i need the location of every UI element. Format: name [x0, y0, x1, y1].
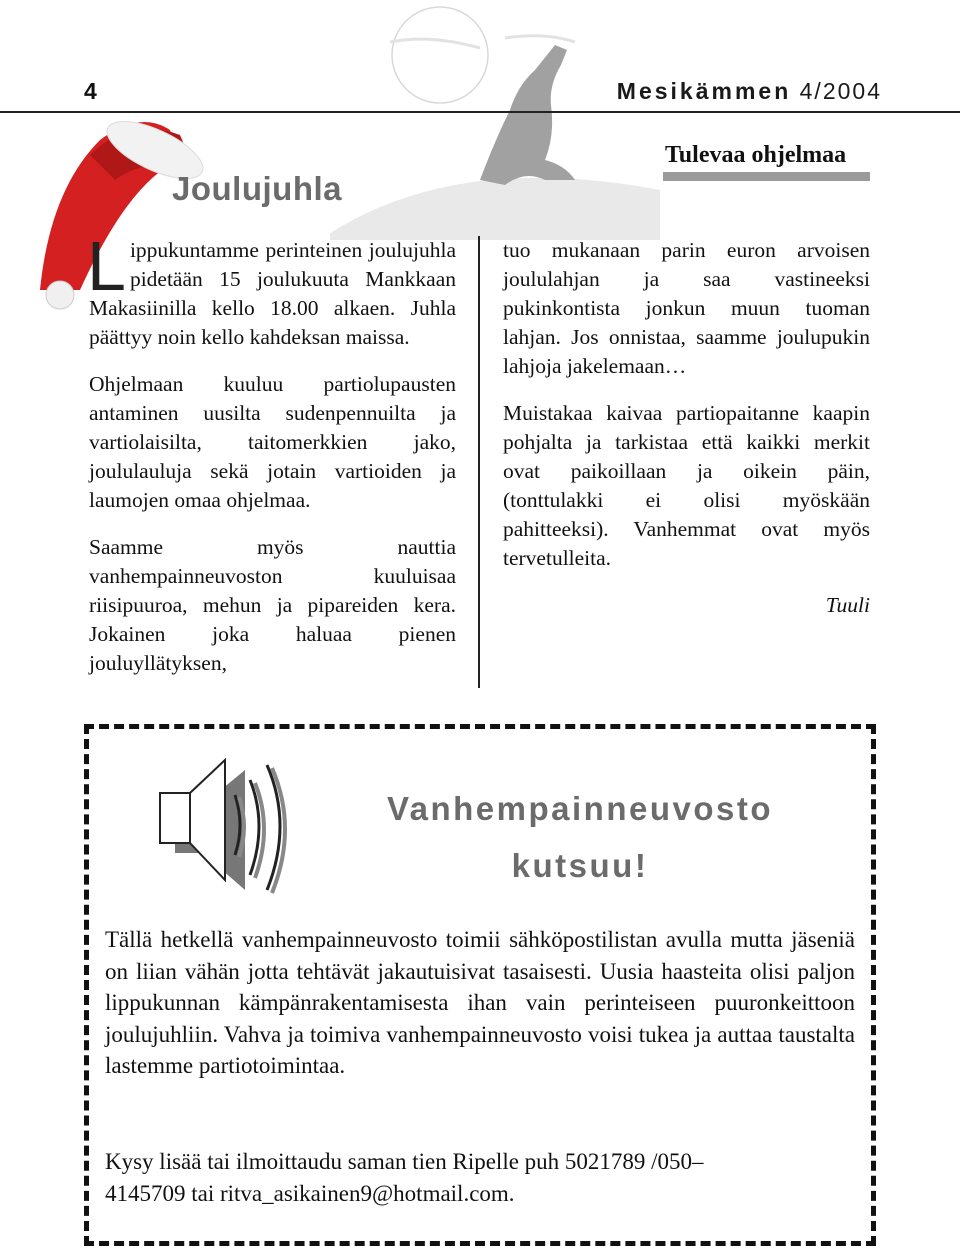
issue-number: 4/2004 — [799, 78, 882, 104]
page-number: 4 — [84, 78, 97, 104]
notice-title-line-1: Vanhempainneuvosto — [386, 790, 774, 827]
speaker-icon — [155, 755, 305, 895]
notice-contact-line-1: Kysy lisää tai ilmoittaudu saman tien Ripelle puh 5021789 /050– — [105, 1149, 704, 1174]
article-paragraph-2: Ohjelmaan kuuluu partiolupausten antaminen uusilta sudenpennuilta ja vartiolaisilta, taitomerkkien jako, joululauluja sekä jotain vartioiden ja laumojen omaa ohjelmaa. — [89, 372, 456, 512]
column-divider — [478, 236, 480, 688]
magazine-name: Mesikämmen — [616, 78, 792, 104]
howling-wolf-moon-icon — [330, 0, 660, 240]
section-title: Tulevaa ohjelmaa — [665, 142, 847, 168]
header-rule — [0, 111, 960, 113]
notice-paragraph-1: Tällä hetkellä vanhempainneuvosto toimii sähköpostilistan avulla mutta jäseniä on liian vähän jotta tehtävät jakautuisivat tasaisesti. Uusia haasteita olisi paljon lippukunnan kämpänrakentamisesta ihan vain perinteiseen puuronkeittoon joulujuhliin. Vahva ja toimiva vanhempainneuvosto voisi tukea ja auttaa taustalta lastemme partiotoimintaa. — [105, 927, 855, 1078]
notice-paragraph-2 — [105, 1146, 855, 1209]
dropcap: L — [87, 227, 126, 305]
article-paragraph-1 — [87, 227, 456, 352]
notice-contact-line-2: 4145709 tai ritva_asikainen9@hotmail.com. — [105, 1180, 515, 1206]
article-paragraph-4: tuo mukanaan parin euron arvoisen joululahjan ja saa vastineeksi pukinkontista jonkun muun tuoman lahjan. Jos onnistaa, saamme joulupukin lahjoja jakelemaan… — [503, 238, 870, 378]
article-paragraph-5: Muistakaa kaivaa partiopaitanne kaapin pohjalta ja tarkistaa että kaikki merkit ovat paikoillaan ja oikein päin, (tonttulakki ei olisi myöskään pahitteeksi). Vanhemmat ovat myös tervetulleita. — [503, 401, 870, 570]
section-underline-bar — [663, 172, 870, 181]
article-paragraph-3: Saamme myös nauttia vanhempainneuvoston kuuluisaa riisipuuroa, mehun ja pipareiden kera. Jokainen joka haluaa pienen jouluyllätyksen, — [89, 535, 456, 675]
notice-title — [360, 780, 800, 894]
article-signature: Tuuli — [825, 593, 870, 617]
article-column-left — [87, 227, 456, 696]
magazine-title — [617, 78, 882, 105]
article-paragraph-1-text: ippukuntamme perinteinen joulujuhla pidetään 15 joulukuuta Mankkaan Makasiinilla kello 18.00 alkaen. Juhla päättyy noin kello kahdeksan maissa. — [89, 238, 456, 349]
article-heading: Joulujuhla — [172, 170, 342, 207]
article-column-right — [503, 236, 870, 638]
notice-title-line-2: kutsuu! — [511, 847, 649, 884]
